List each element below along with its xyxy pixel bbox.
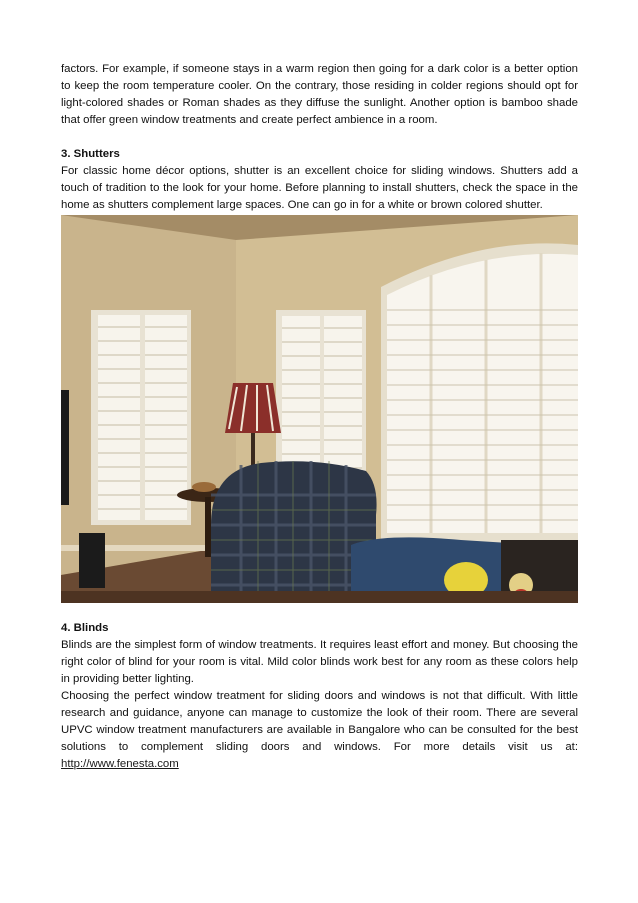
closing-paragraph bbox=[61, 688, 578, 773]
closing-text: Choosing the perfect window treatment for sliding doors and windows is not that difficult. With little research and guidance, anyone can manage to customize the look of their room. There are several UPVC window treatment manufacturers are available in Bangalore who can be consulted for the best solutions to complement sliding doors and windows. For more details visit us at: bbox=[61, 690, 578, 753]
fenesta-link[interactable]: http://www.fenesta.com bbox=[61, 758, 179, 770]
blinds-paragraph: Blinds are the simplest form of window treatments. It requires least effort and money. But choosing the right color of blind for your room is vital. Mild color blinds work best for any room as these colors help in providing better lighting. bbox=[61, 639, 578, 685]
shutters-paragraph: For classic home décor options, shutter is an excellent choice for sliding windows. Shutters add a touch of tradition to the look for your home. Before planning to install shutters, check the space in the home as shutters complement large spaces. One can go in for a white or brown colored shutter. bbox=[61, 165, 578, 211]
blinds-heading: 4. Blinds bbox=[61, 622, 109, 634]
intro-paragraph: factors. For example, if someone stays in a warm region then going for a dark color is a better option to keep the room temperature cooler. On the contrary, those residing in colder regions should opt for light-colored shades or Roman shades as they diffuse the sunlight. Another option is bamboo shade that offer green window treatments and create perfect ambience in a room. bbox=[61, 63, 578, 126]
paragraph-spacer bbox=[61, 603, 578, 620]
shutters-heading: 3. Shutters bbox=[61, 148, 120, 160]
paragraph-spacer bbox=[61, 129, 578, 146]
shutters-room-photo bbox=[61, 215, 578, 603]
document-page bbox=[61, 61, 578, 773]
